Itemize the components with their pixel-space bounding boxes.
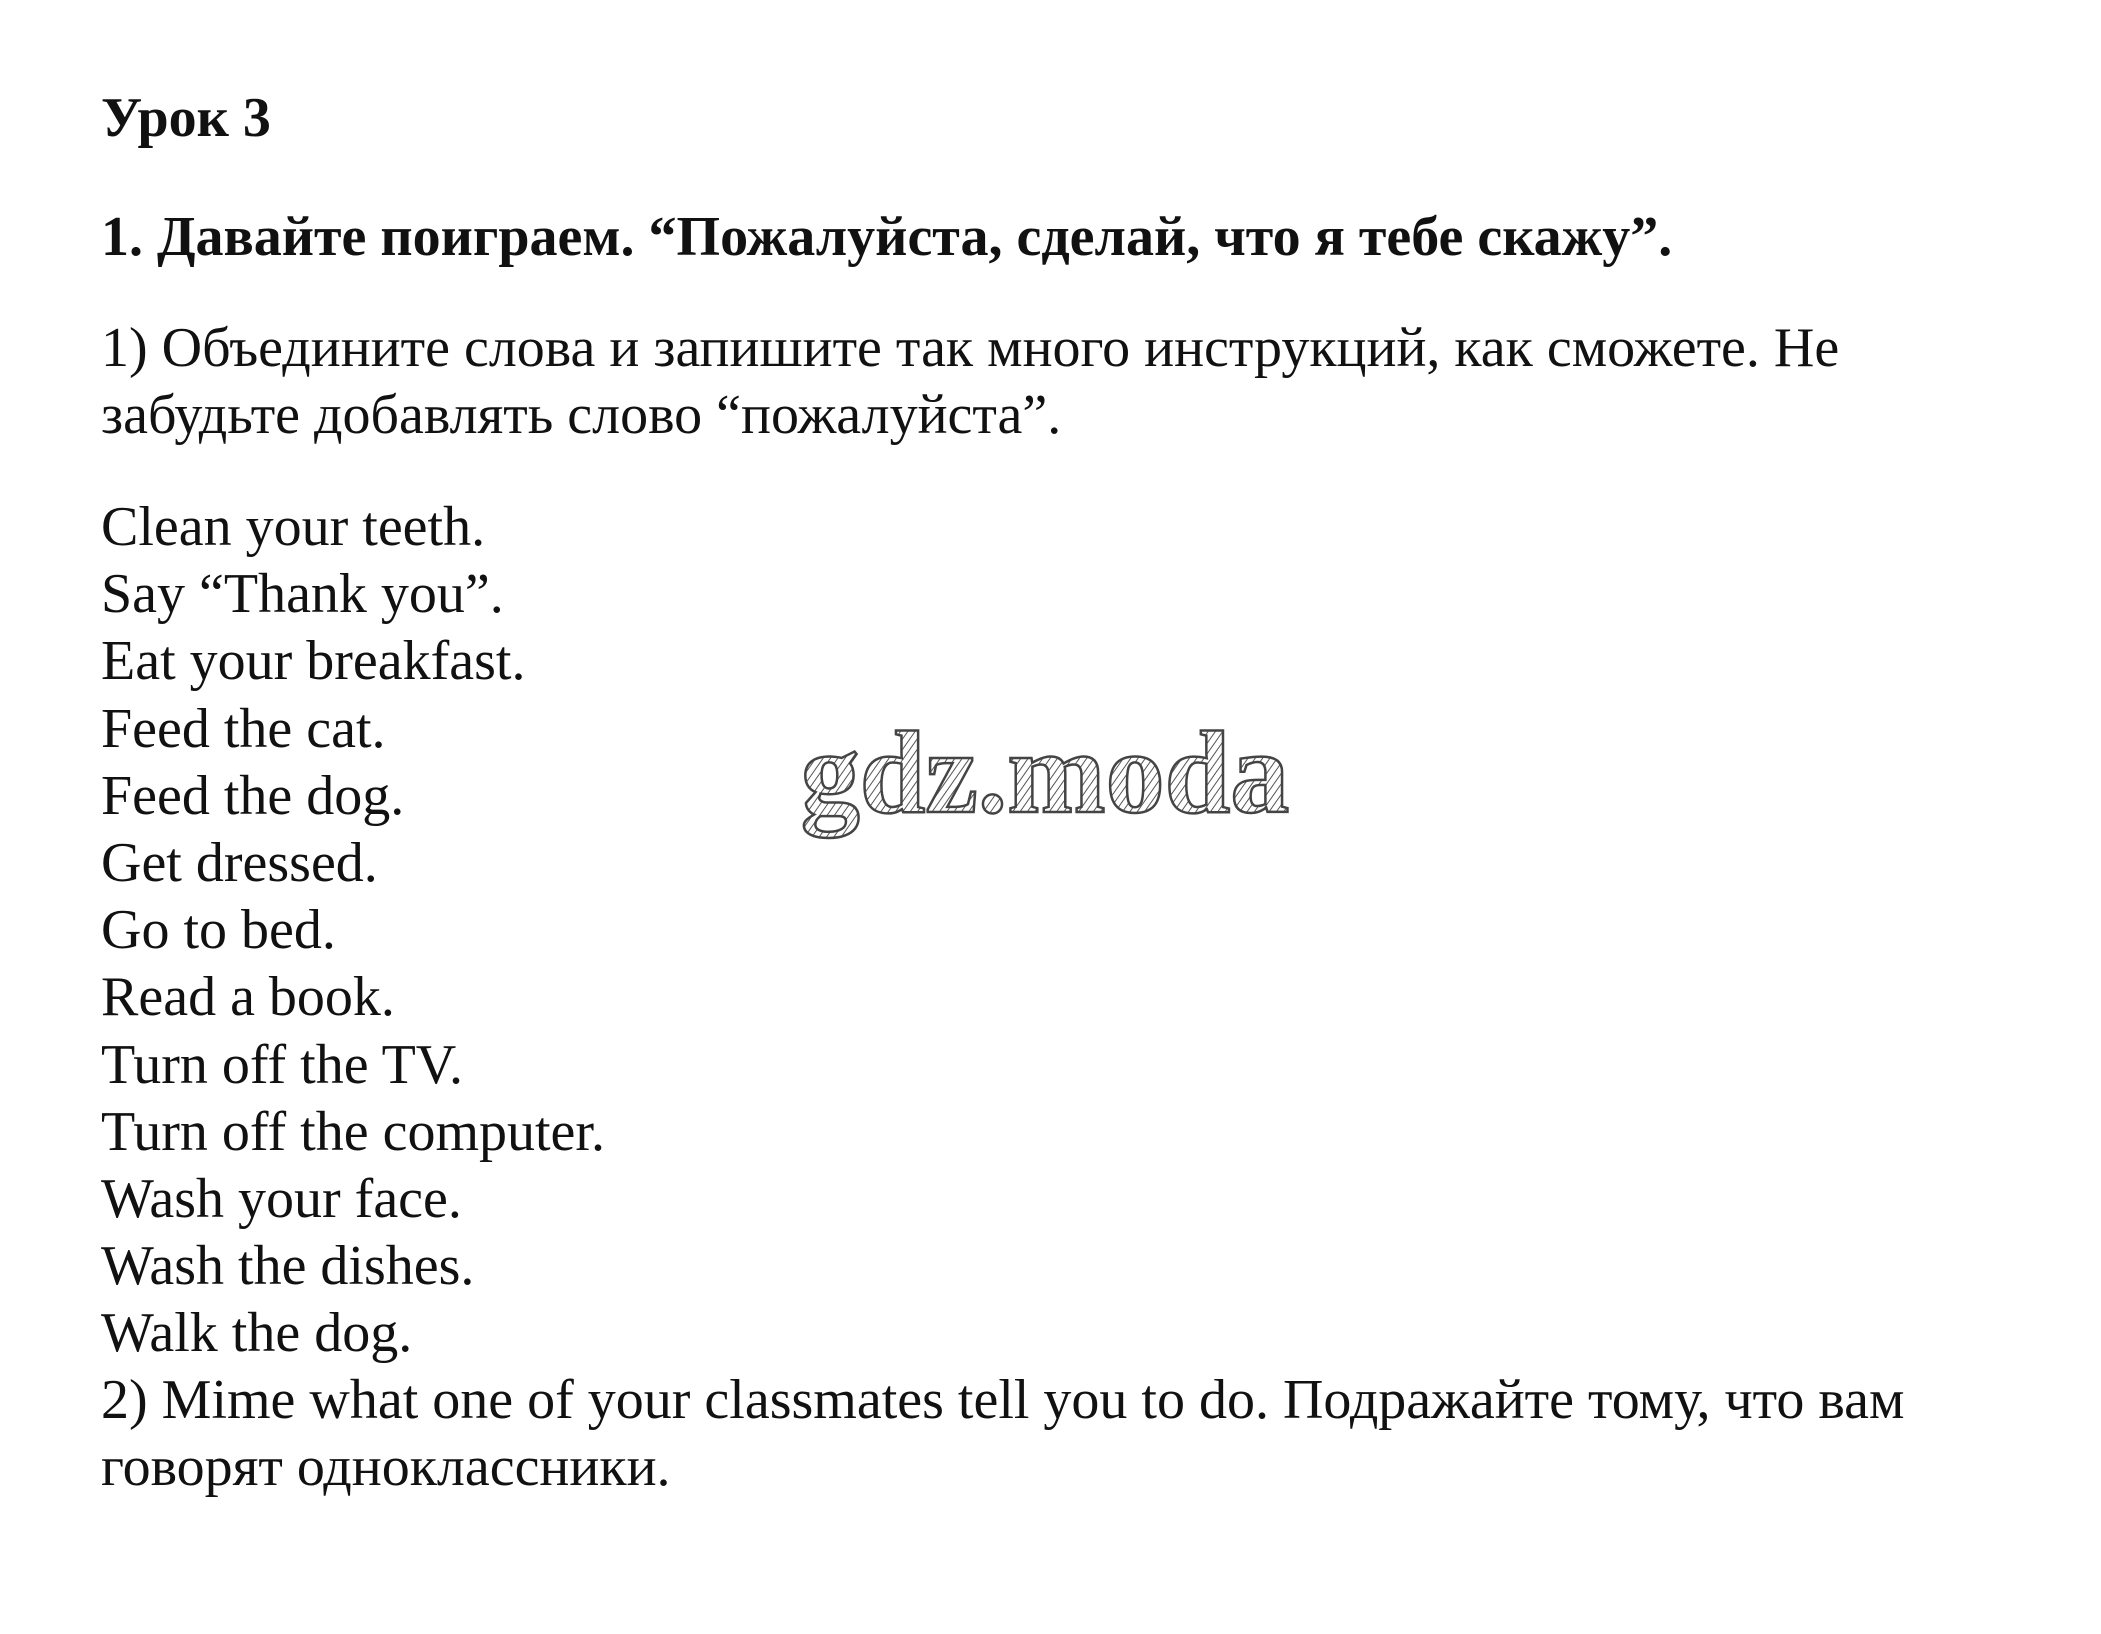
phrase-item: Wash the dishes. (101, 1235, 475, 1298)
phrase-item: Get dressed. (101, 832, 378, 895)
lesson-title: Урок 3 (101, 87, 271, 149)
part-two-line: говорят одноклассники. (101, 1436, 671, 1498)
part-two-instruction (101, 1367, 1904, 1501)
phrase-item: Eat your breakfast. (101, 630, 526, 693)
watermark-text: gdz.moda (800, 712, 1290, 838)
task-instruction-line: 1) Объедините слова и запишите так много инструкций, как сможете. Не (101, 317, 1840, 379)
phrase-item: Read a book. (101, 966, 395, 1029)
phrase-item: Clean your teeth. (101, 496, 486, 558)
phrase-item: Go to bed. (101, 899, 336, 962)
watermark-logo (745, 712, 1345, 862)
phrase-item: Turn off the computer. (101, 1100, 605, 1163)
part-two-line: 2) Mime what one of your classmates tell you to do. Подражайте тому, что вам (101, 1369, 1905, 1431)
phrase-item: Say “Thank you”. (101, 563, 504, 626)
phrase-item: Feed the dog. (101, 764, 405, 827)
task-heading: 1. Давайте поиграем. “Пожалуйста, сделай, что я тебе скажу”. (101, 206, 1673, 268)
phrase-item: Walk the dog. (101, 1302, 413, 1365)
phrase-list (101, 494, 605, 1368)
phrase-item: Turn off the TV. (101, 1033, 464, 1096)
phrase-item: Wash your face. (101, 1168, 462, 1231)
task-instruction-line: забудьте добавлять слово “пожалуйста”. (101, 384, 1062, 446)
phrase-item: Feed the cat. (101, 697, 386, 760)
task-instruction (101, 315, 2001, 449)
